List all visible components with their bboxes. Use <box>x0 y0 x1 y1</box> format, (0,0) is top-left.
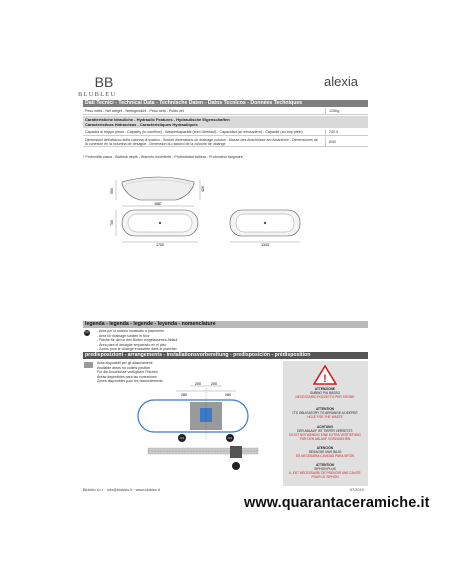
warning-title: ATTENZIONE <box>314 387 336 391</box>
legend-c1-icon: C1 <box>85 331 89 334</box>
drain-pipe-section <box>230 446 242 458</box>
dim-side-depth: 420 <box>201 186 205 192</box>
brand-logo <box>93 74 115 90</box>
weight-row <box>83 108 368 115</box>
website-link[interactable]: www.quarantaceramiche.it <box>244 495 430 511</box>
warning-en <box>285 407 365 419</box>
depth-note: * Profondità vasca - Bathtub depth - Wannen-Innentiefe - Profundidad bañera - Profondeur baignoire <box>83 155 243 159</box>
predisp-line: Available areas for outlets position <box>97 365 151 370</box>
dimension-label-line: Dimensioni dell'attacco sulla colonna di scarico - Socket dimensions on drainage column - Masse des Anschlüsse am Ablaufrohr - Dimensiones de <box>85 137 318 142</box>
warning-title: ACHTUNG <box>317 425 333 429</box>
footer-date: 07/2019 <box>350 488 364 492</box>
hydraulic-header <box>83 116 368 128</box>
available-area-swatch <box>84 362 93 368</box>
legend-line: - Área para el desagüe empotrado en el piso <box>97 342 167 347</box>
installation-plan <box>128 378 278 473</box>
legend-line: - Area for drainage sunken in floor <box>97 333 150 338</box>
weight-label: Peso netto - Net weight - Nettogewicht - Peso neto - Poids net <box>85 109 184 113</box>
warning-line: SIPHON PLUS <box>314 467 336 471</box>
c1-marker-label: C1 <box>180 436 184 441</box>
drain-hole <box>264 222 266 224</box>
warning-fr <box>285 463 365 479</box>
warning-line: DER ABLAUF IST TIEFER VERSETZT: <box>297 429 353 433</box>
dim-top-width: 1700 <box>156 243 164 247</box>
c1-marker-label: C1 <box>228 436 232 441</box>
tech-data-header: Dati Tecnici - Technical Data - Technische Daten - Datos Tecnicos - Données Techniques <box>83 100 368 107</box>
dimension-row <box>83 137 368 147</box>
dim-side-width: 1587 <box>154 202 162 206</box>
warning-triangle-icon <box>313 365 337 385</box>
row-divider <box>325 129 326 136</box>
footer-company: Blubleu s.r.l. · info@blubleu.it · www.blubleu.it <box>83 488 160 492</box>
hydraulic-header-line: Características Hidráulicas - Caractéristiques Hydrauliques <box>85 122 198 127</box>
row-divider <box>325 137 326 147</box>
warning-line: ES NECESARIA CAVIDAD PARA SIFÓN <box>296 454 354 458</box>
warning-line: POUR LE SIPHON <box>311 475 339 479</box>
warning-de <box>285 425 365 441</box>
weight-value: 125Kg <box>329 109 340 113</box>
drain-hole <box>159 222 161 224</box>
plan-dim-left: 200 <box>195 382 201 386</box>
dim-end-width: 1343 <box>261 243 269 247</box>
capacity-value: 240 lt <box>329 130 338 134</box>
capacity-label: Capacità al troppo pieno - Capacity (to overflow) - Wasserkapazität (zum Überlauf) - Capacidad (al rebosadero) - Capacité (au trop plein) <box>85 130 303 134</box>
warning-it <box>285 387 365 399</box>
predisp-line: Áreas disponibles para las conexiones <box>97 374 157 379</box>
warning-line: IT'S OBLIGATORY TO ARRANGE A DEEPER <box>292 411 358 415</box>
legend-header: legenda - legenda - legende - leyenda - nomenclature <box>83 321 368 328</box>
dimension-label <box>85 138 325 147</box>
predisp-line: Für die Anschlüsse verfügbare Flächen <box>97 370 158 375</box>
warning-line: IL EST NÉCESSAIRE DE PRÉVOIR UNE CAVITÉ <box>289 471 361 475</box>
predisp-line: Area disponibili per gli allacciamenti <box>97 361 153 365</box>
plan-dim-right: 200 <box>211 382 217 386</box>
svg-text:!: ! <box>323 373 327 385</box>
c1-marker-section <box>232 462 240 470</box>
warning-line: SUBBIO PIU BASSO <box>309 391 341 395</box>
dimension-value: Ø40 <box>329 140 336 144</box>
row-divider <box>325 108 326 115</box>
plan-dim-a: 280 <box>181 393 187 397</box>
warning-line: HOLE FOR THE WASTE <box>307 415 343 419</box>
hydraulic-header-line: Caratteristiche Idrauliche - Hydraulic Features - Hydraulische Eigenschaften <box>85 117 230 122</box>
brand-name: BLUBLEU <box>78 91 117 98</box>
predisp-line: Zones disponibles pour les raccordements <box>97 379 163 384</box>
dim-top-height: 700 <box>110 220 114 226</box>
model-name: alexia <box>324 74 358 89</box>
warning-line: NECESSARIO POZZETTO PER SIFONE <box>295 395 355 399</box>
warning-line: DESAGÜE MAS BAJO <box>308 450 342 454</box>
bathtub-side-view <box>122 177 194 200</box>
plan-dim-b: 280 <box>225 393 231 397</box>
warning-title: ATENCIÓN <box>316 446 334 450</box>
predisp-header: predisposizioni - arrangements - installationsvorbereitung - predisposición - prédisposition <box>83 352 368 359</box>
legend-list <box>97 329 177 352</box>
legend-line: - Area per lo scarico incassato a pavimento <box>97 329 164 333</box>
legend-line: - Fläche für den in den Boden eingelassenen Ablauf <box>97 338 178 343</box>
dimension-label-line: la conexión en la columna de desagüe - Dimension du raccord de la colonne de vidange <box>85 142 226 147</box>
warning-es <box>285 446 365 458</box>
brand-logo-initials: BB <box>94 74 114 90</box>
capacity-row <box>83 129 368 136</box>
legend-line: - Zones pour le vidange encastrée dans le plancher <box>97 347 177 352</box>
warning-line: ES IST NOTWENDIG EINE EXTRA VERTIEFUNG <box>289 433 361 437</box>
warning-title: ATTENTION <box>315 407 334 411</box>
warning-title: ATTENTION <box>315 463 334 467</box>
warning-panel <box>283 361 368 486</box>
dim-side-height: 550 <box>110 188 114 194</box>
warning-line: FÜR DEN ABLAUF VORZUSEHEN <box>299 437 351 441</box>
technical-drawing <box>80 160 370 260</box>
